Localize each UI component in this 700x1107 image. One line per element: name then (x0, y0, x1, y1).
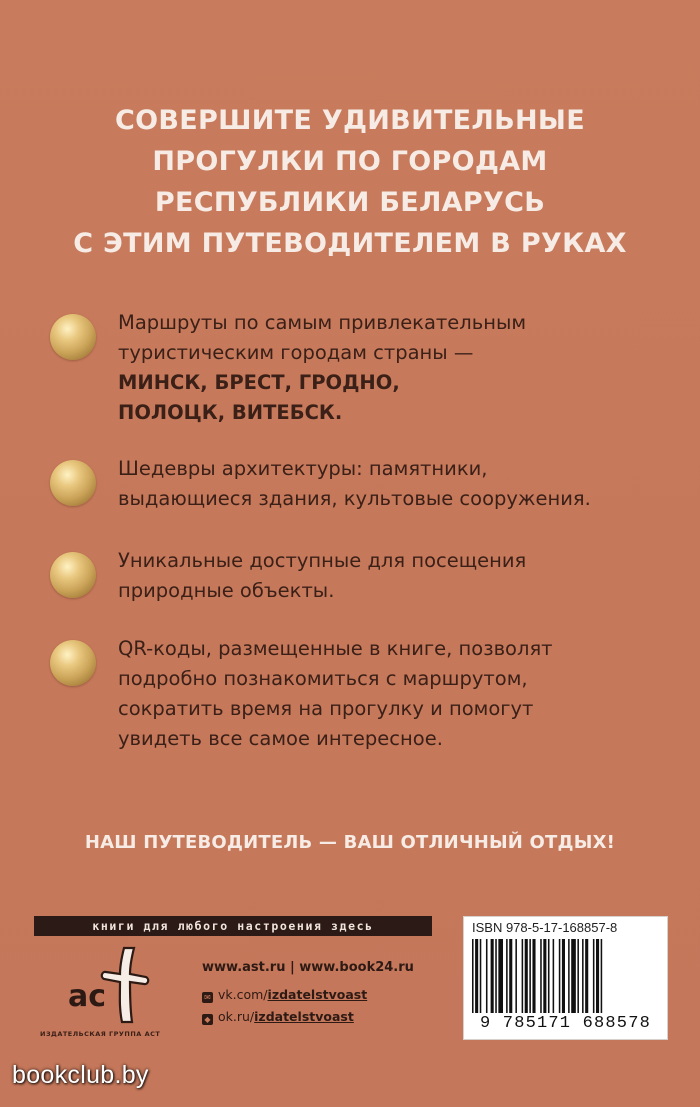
feature-cities: МИНСК, БРЕСТ, ГРОДНО, ПОЛОЦК, ВИТЕБСК. (118, 371, 400, 424)
feature-text: Маршруты по самым привлекательным туристическим городам страны — (118, 311, 527, 364)
barcode-block (463, 916, 668, 1040)
gold-coin-bullet-icon (50, 314, 96, 360)
headline-line: СОВЕРШИТЕ УДИВИТЕЛЬНЫЕ (115, 105, 585, 136)
headline-line: ПРОГУЛКИ ПО ГОРОДАМ (152, 146, 548, 177)
gold-coin-bullet-icon (50, 460, 96, 506)
feature-item (48, 634, 668, 764)
vk-icon: ✉ (202, 992, 213, 1003)
feature-item (48, 454, 668, 538)
ok-handle: izdatelstvoast (254, 1009, 354, 1024)
feature-text: Шедевры архитектуры: памятники, выдающиеся здания, культовые сооружения. (118, 457, 591, 510)
tagline-strip: книги для любого настроения здесь (34, 916, 432, 936)
svg-text:ас: ас (68, 979, 107, 1014)
feature-item (48, 308, 668, 446)
barcode-digits: 9 785171 688578 (479, 1014, 652, 1033)
publisher-links (202, 960, 414, 1028)
barcode-icon (470, 939, 661, 1013)
feature-item (48, 546, 668, 626)
vk-link[interactable] (202, 984, 414, 1006)
headline (0, 100, 700, 264)
isbn-number: ISBN 978-5-17-168857-8 (472, 920, 618, 935)
ok-icon: ◆ (202, 1014, 213, 1025)
watermark: bookclub.by (12, 1061, 149, 1089)
feature-text: Уникальные доступные для посещения природные объекты. (118, 549, 527, 602)
social-links (202, 984, 414, 1028)
vk-prefix: vk.com/ (218, 987, 268, 1002)
vk-handle: izdatelstvoast (267, 987, 368, 1002)
gold-coin-bullet-icon (50, 552, 96, 598)
gold-coin-bullet-icon (50, 640, 96, 686)
feature-text: QR-коды, размещенные в книге, позволят подробно познакомиться с маршрутом, сократить время на прогулку и помогут увидеть все самое интересное. (118, 637, 553, 750)
headline-line: С ЭТИМ ПУТЕВОДИТЕЛЕМ В РУКАХ (73, 228, 627, 259)
ok-link[interactable] (202, 1006, 414, 1028)
headline-line: РЕСПУБЛИКИ БЕЛАРУСЬ (154, 187, 546, 218)
publisher-logo (40, 944, 180, 1040)
website-links[interactable]: www.ast.ru | www.book24.ru (202, 960, 414, 975)
ok-prefix: ok.ru/ (218, 1009, 255, 1024)
feature-list (48, 308, 668, 764)
slogan: НАШ ПУТЕВОДИТЕЛЬ — ВАШ ОТЛИЧНЫЙ ОТДЫХ! (84, 832, 616, 853)
ast-logo-icon (62, 944, 162, 1028)
publisher-caption: ИЗДАТЕЛЬСКАЯ ГРУППА АСТ (40, 1030, 161, 1038)
